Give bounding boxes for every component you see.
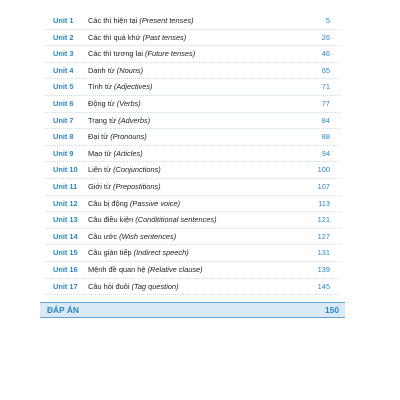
unit-title-vi: Các thì hiện tại <box>88 16 138 25</box>
page-number: 127 <box>317 231 330 241</box>
page-number: 145 <box>317 281 330 291</box>
page-number: 100 <box>317 165 330 175</box>
unit-number: Unit 8 <box>53 132 74 142</box>
toc-row-unit-15[interactable] <box>45 245 340 262</box>
unit-title-en: (Indirect speech) <box>133 248 189 258</box>
unit-number: Unit 13 <box>53 215 78 225</box>
toc-row-unit-5[interactable] <box>45 79 340 96</box>
unit-title <box>88 33 186 42</box>
unit-title-en: (Wish sentences) <box>119 231 177 241</box>
unit-title <box>88 49 195 58</box>
unit-number: Unit 4 <box>53 65 74 75</box>
unit-title-en: (Pronouns) <box>110 132 147 142</box>
page-number: 113 <box>318 198 330 208</box>
unit-title-vi: Trạng từ <box>88 115 117 125</box>
page-number: 26 <box>321 32 330 42</box>
toc-row-unit-1[interactable] <box>45 13 340 30</box>
unit-title-vi: Câu điều kiện <box>88 215 134 225</box>
unit-title-en: (Future tenses) <box>145 49 196 59</box>
unit-title-vi: Mệnh đề quan hệ <box>88 264 146 274</box>
unit-number: Unit 5 <box>53 82 74 92</box>
unit-title-en: (Prepostitions) <box>113 181 161 191</box>
unit-title-vi: Danh từ <box>88 65 115 75</box>
unit-title <box>88 116 150 125</box>
unit-title-vi: Các thì quá khứ <box>88 32 141 42</box>
answers-section-row[interactable] <box>40 302 345 318</box>
unit-number: Unit 17 <box>53 281 78 291</box>
unit-number: Unit 16 <box>53 264 78 274</box>
unit-number: Unit 15 <box>53 248 78 258</box>
unit-title <box>88 132 147 141</box>
unit-title-vi: Đại từ <box>88 132 109 142</box>
answers-page-number: 150 <box>325 305 339 315</box>
toc-row-unit-3[interactable] <box>45 46 340 63</box>
unit-title <box>88 66 143 75</box>
unit-number: Unit 1 <box>53 16 74 25</box>
toc-row-unit-16[interactable] <box>45 262 340 279</box>
unit-number: Unit 12 <box>53 198 78 208</box>
unit-title <box>88 215 217 224</box>
answers-label: ĐÁP ÁN <box>47 305 79 315</box>
toc-row-unit-11[interactable] <box>45 179 340 196</box>
unit-title-en: (Adjectives) <box>113 82 153 92</box>
page-number: 65 <box>321 65 330 75</box>
unit-number: Unit 2 <box>53 32 74 42</box>
unit-title-vi: Các thì tương lai <box>88 49 143 59</box>
page-number: 71 <box>321 82 330 92</box>
unit-title-vi: Liên từ <box>88 165 112 175</box>
page-number: 121 <box>317 215 330 225</box>
unit-title <box>88 165 161 174</box>
unit-title-en: (Tag question) <box>131 281 179 291</box>
toc-row-unit-7[interactable] <box>45 113 340 130</box>
unit-title-en: (Adverbs) <box>118 115 151 125</box>
unit-title <box>88 199 180 208</box>
unit-title-en: (Relative clause) <box>147 264 203 274</box>
unit-title-vi: Câu gián tiếp <box>88 248 132 258</box>
toc-row-unit-6[interactable] <box>45 96 340 113</box>
unit-title-vi: Động từ <box>88 98 115 108</box>
unit-title <box>88 149 143 158</box>
table-of-contents <box>45 13 340 295</box>
unit-title-vi: Giới từ <box>88 181 111 191</box>
unit-title-en: (Verbs) <box>116 98 141 108</box>
unit-number: Unit 7 <box>53 115 74 125</box>
toc-row-unit-10[interactable] <box>45 162 340 179</box>
page-number: 88 <box>321 132 330 142</box>
page-number: 77 <box>321 98 330 108</box>
unit-title-en: (Conjunctions) <box>113 165 161 175</box>
unit-title-vi: Câu hỏi đuôi <box>88 281 130 291</box>
unit-title-vi: Tính từ <box>88 82 112 92</box>
toc-row-unit-4[interactable] <box>45 63 340 80</box>
unit-title-vi: Mạo từ <box>88 148 112 158</box>
unit-title <box>88 282 179 291</box>
unit-title <box>88 82 153 91</box>
unit-title-en: (Nouns) <box>116 65 144 75</box>
toc-row-unit-13[interactable] <box>45 212 340 229</box>
unit-number: Unit 10 <box>53 165 78 175</box>
toc-row-unit-12[interactable] <box>45 196 340 213</box>
unit-title <box>88 182 161 191</box>
unit-number: Unit 6 <box>53 98 74 108</box>
unit-title <box>88 16 194 25</box>
unit-number: Unit 3 <box>53 49 74 59</box>
unit-number: Unit 14 <box>53 231 78 241</box>
toc-row-unit-8[interactable] <box>45 129 340 146</box>
unit-number: Unit 11 <box>53 181 78 191</box>
unit-title-en: (Past tenses) <box>142 32 187 42</box>
unit-title <box>88 265 203 274</box>
unit-title <box>88 232 176 241</box>
unit-title-en: (Passive voice) <box>129 198 181 208</box>
unit-title-en: (Condititional sentences) <box>135 215 217 225</box>
unit-title <box>88 248 189 257</box>
toc-row-unit-17[interactable] <box>45 279 340 296</box>
page-number: 131 <box>317 248 330 258</box>
unit-title-vi: Câu ước <box>88 231 118 241</box>
page-number: 139 <box>317 264 330 274</box>
unit-title-en: (Present tenses) <box>139 16 194 25</box>
toc-row-unit-9[interactable] <box>45 146 340 163</box>
page-number: 84 <box>321 115 330 125</box>
page-number: 5 <box>325 16 330 25</box>
unit-title-en: (Articles) <box>113 148 143 158</box>
toc-row-unit-2[interactable] <box>45 30 340 47</box>
toc-row-unit-14[interactable] <box>45 229 340 246</box>
unit-title-vi: Câu bị động <box>88 198 128 208</box>
unit-title <box>88 99 141 108</box>
page-number: 107 <box>317 181 330 191</box>
page-number: 46 <box>321 49 330 59</box>
page-number: 94 <box>321 148 330 158</box>
unit-number: Unit 9 <box>53 148 74 158</box>
